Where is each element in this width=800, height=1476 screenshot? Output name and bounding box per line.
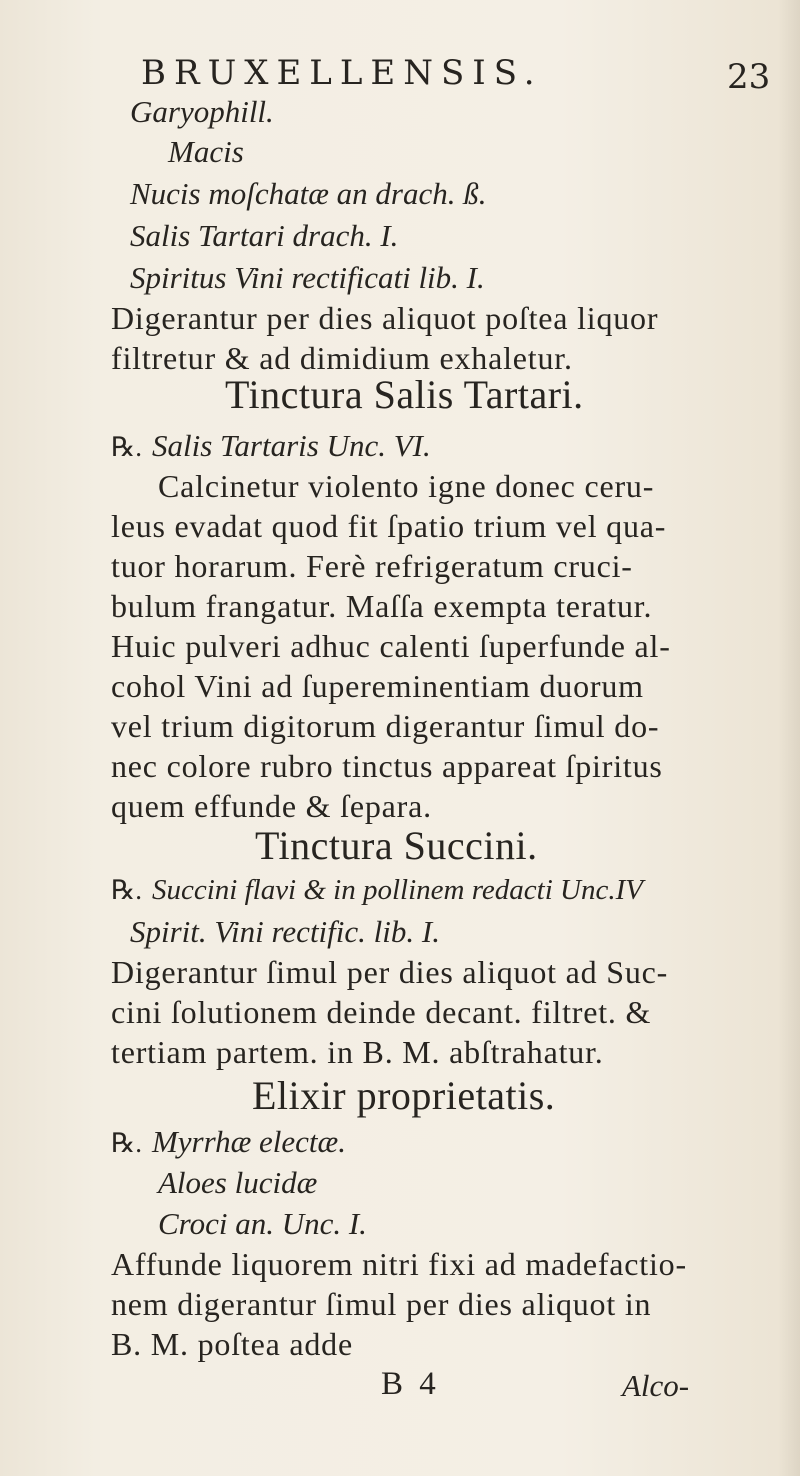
recipe-symbol: ℞. [111, 1128, 142, 1158]
text-line: Digerantur per dies aliquot poſtea liquor [111, 300, 659, 336]
text-line: tuor horarum. Ferè refrigeratum cruci- [111, 548, 633, 584]
text-line: cohol Vini ad ſupereminentiam duorum [111, 668, 644, 704]
ingredient-line: Salis Tartari drach. I. [130, 218, 399, 253]
text-line: filtretur & ad dimidium exhaletur. [111, 340, 573, 376]
signature-mark: B 4 [381, 1366, 440, 1402]
recipe-ingredient: Aloes lucidæ [158, 1165, 318, 1200]
text-line: Huic pulveri adhuc calenti ſuperfunde al- [111, 628, 671, 664]
text-line: nem digerantur ſimul per dies aliquot in [111, 1286, 652, 1322]
recipe-ingredient: Salis Tartaris Unc. VI. [151, 428, 431, 463]
running-title: BRUXELLENSIS. [141, 53, 543, 93]
text-line: vel trium digitorum digerantur ſimul do- [111, 708, 660, 744]
text-line: Affunde liquorem nitri fixi ad madefactio- [111, 1246, 687, 1282]
text-line: Digerantur ſimul per dies aliquot ad Suc- [111, 954, 669, 990]
recipe-symbol: ℞. [111, 875, 142, 905]
recipe-ingredient: Myrrhæ electæ. [151, 1124, 346, 1159]
ingredient-line: Garyophill. [130, 94, 274, 129]
recipe-line [111, 1126, 346, 1157]
ingredient-line: Nucis moſchatæ an drach. ß. [130, 176, 487, 211]
text-line: quem effunde & ſepara. [111, 788, 432, 824]
text-line: bulum frangatur. Maſſa exempta teratur. [111, 588, 653, 624]
page-number: 23 [727, 57, 771, 97]
section-title: Elixir proprietatis. [252, 1073, 556, 1118]
text-line: B. M. poſtea adde [111, 1326, 353, 1362]
recipe-line: Spirit. Vini rectific. lib. I. [130, 914, 440, 949]
recipe-line [111, 876, 643, 905]
recipe-ingredient: Croci an. Unc. I. [158, 1206, 367, 1241]
section-title: Tinctura Salis Tartari. [225, 372, 584, 417]
recipe-symbol: ℞. [111, 432, 142, 462]
text-line: tertiam partem. in B. M. abſtrahatur. [111, 1034, 604, 1070]
section-title: Tinctura Succini. [255, 823, 538, 868]
recipe-line [111, 430, 431, 461]
recipe-ingredient: Succini flavi & in pollinem redacti Unc.IV [151, 874, 643, 906]
page-edge-shadow [778, 0, 800, 1476]
ingredient-line: Macis [168, 134, 244, 169]
text-line: Calcinetur violento igne donec ceru- [158, 468, 655, 504]
ingredient-line: Spiritus Vini rectificati lib. I. [130, 260, 485, 295]
text-line: nec colore rubro tinctus appareat ſpiritus [111, 748, 663, 784]
text-line: cini ſolutionem deinde decant. filtret. & [111, 994, 652, 1030]
catchword: Alco- [622, 1368, 690, 1403]
text-line: leus evadat quod fit ſpatio trium vel qua- [111, 508, 667, 544]
